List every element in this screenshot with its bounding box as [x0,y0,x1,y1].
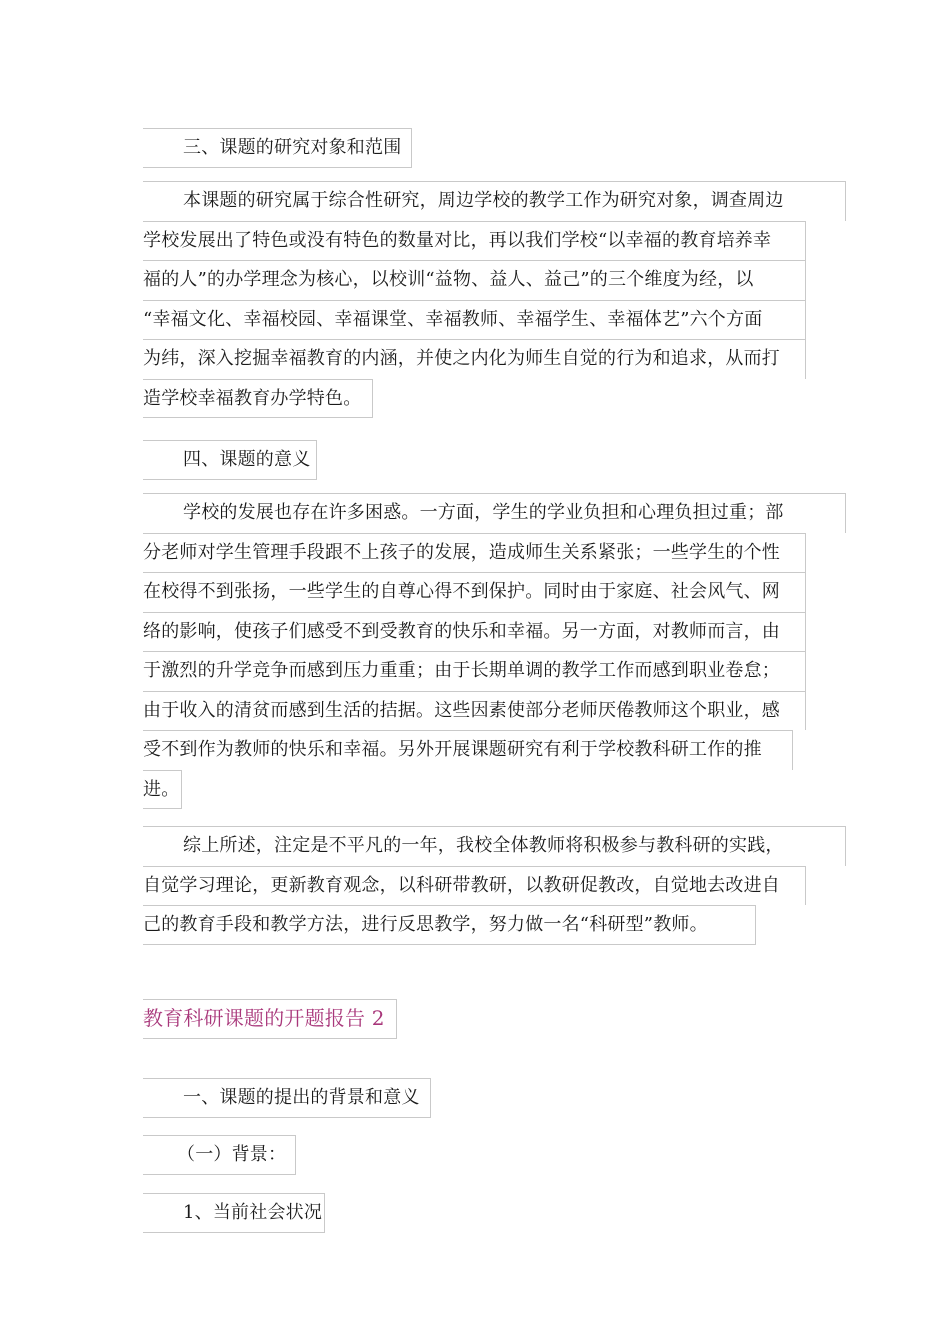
report-2-heading-2-block [143,1135,296,1175]
paragraph-line: 自觉学习理论，更新教育观念，以科研带教研，以教研促教改，自觉地去改进自 [143,866,806,906]
report-2-heading-3 [143,1193,325,1233]
paragraph-line: 由于收入的清贫而感到生活的拮据。这些因素使部分老师厌倦教师这个职业，感 [143,691,806,731]
section-4-heading [143,440,317,480]
paragraph-line: 综上所述，注定是不平凡的一年，我校全体教师将积极参与教科研的实践， [143,826,846,866]
paragraph-line: 分老师对学生管理手段跟不上孩子的发展，造成师生关系紧张；一些学生的个性 [143,533,806,573]
section-4-paragraph [143,493,846,809]
section-3-paragraph [143,181,846,418]
report-2-title-text: 教育科研课题的开题报告 2 [143,1006,385,1030]
report-2-heading-1-text: 一、课题的提出的背景和意义 [183,1087,420,1108]
section-3-heading [143,128,412,168]
paragraph-line: 福的人”的办学理念为核心，以校训“益物、益人、益己”的三个维度为经，以 [143,260,806,300]
paragraph-line: 学校发展出了特色或没有特色的数量对比，再以我们学校“以幸福的教育培养幸 [143,221,806,261]
section-4-heading-block [143,440,317,480]
paragraph-line: 受不到作为教师的快乐和幸福。另外开展课题研究有利于学校教科研工作的推 [143,730,793,770]
report-2-heading-2-text: （一）背景： [177,1144,287,1165]
paragraph-line: 进。 [143,770,182,810]
report-2-heading-1-block [143,1078,431,1118]
report-2-title [143,999,397,1039]
paragraph-line: 造学校幸福教育办学特色。 [143,379,373,419]
section-4-heading-text: 四、课题的意义 [183,449,311,470]
section-3-heading-text: 三、课题的研究对象和范围 [183,137,402,158]
paragraph-line: 本课题的研究属于综合性研究，周边学校的教学工作为研究对象，调查周边 [143,181,846,221]
report-2-heading-3-block [143,1193,325,1233]
paragraph-line: 络的影响，使孩子们感受不到受教育的快乐和幸福。另一方面，对教师而言，由 [143,612,806,652]
paragraph-line: “幸福文化、幸福校园、幸福课堂、幸福教师、幸福学生、幸福体艺”六个方面 [143,300,806,340]
paragraph-line: 为纬，深入挖掘幸福教育的内涵，并使之内化为师生自觉的行为和追求，从而打 [143,339,806,379]
summary-paragraph [143,826,846,945]
report-2-heading-3-text: 1、当前社会状况 [183,1202,323,1223]
report-2-heading-1 [143,1078,431,1118]
paragraph-line: 于激烈的升学竞争而感到压力重重；由于长期单调的教学工作而感到职业卷怠； [143,651,806,691]
report-2-title-block [143,999,397,1039]
section-3-heading-block [143,128,412,168]
report-2-heading-2 [143,1135,296,1175]
paragraph-line: 己的教育手段和教学方法，进行反思教学，努力做一名“科研型”教师。 [143,905,756,945]
paragraph-line: 学校的发展也存在许多困惑。一方面，学生的学业负担和心理负担过重；部 [143,493,846,533]
paragraph-line: 在校得不到张扬，一些学生的自尊心得不到保护。同时由于家庭、社会风气、网 [143,572,806,612]
